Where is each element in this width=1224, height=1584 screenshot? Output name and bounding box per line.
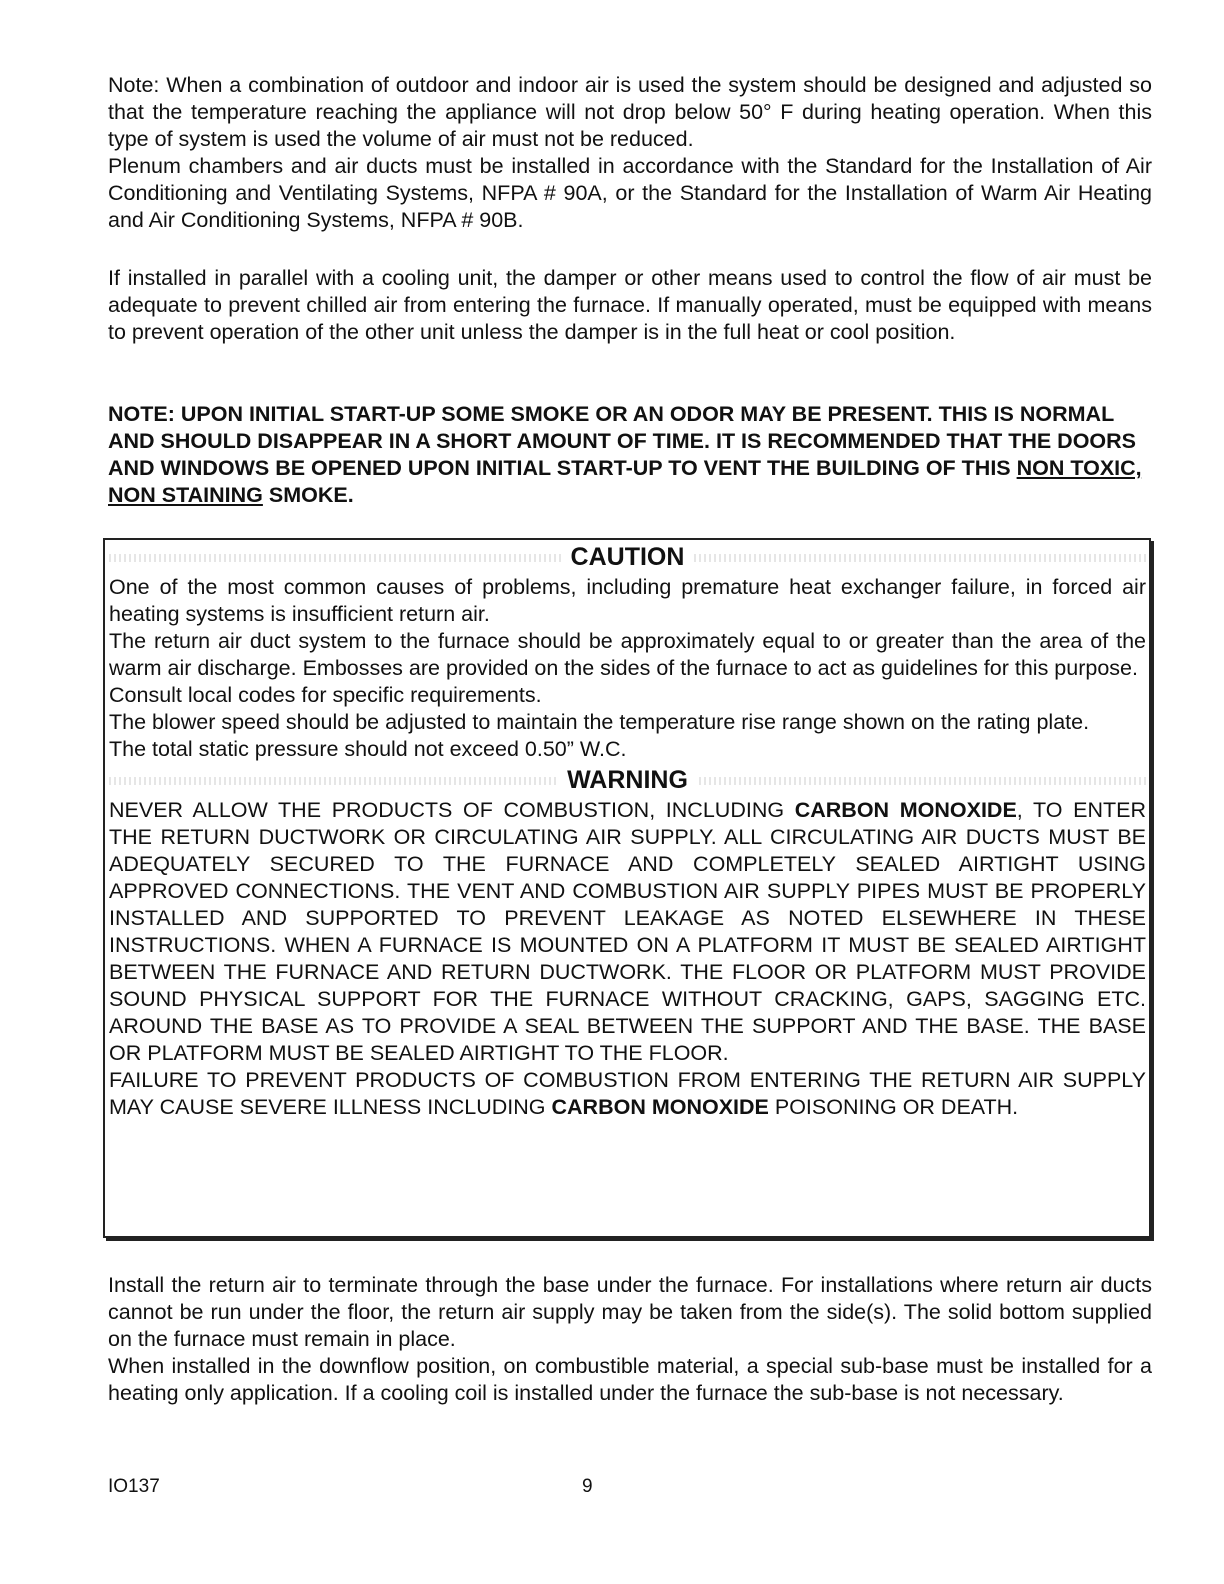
caution-warning-box — [103, 538, 1151, 1238]
outdoor-air-note: Note: When a combination of outdoor and indoor air is used the system should be designed and adjusted so that the temperature reaching the appliance will not drop below 50° F during heating operation. When this type of system is used the volume of air must not be reduced. — [108, 73, 1152, 151]
warning-heading — [109, 763, 1146, 797]
warning-paragraph — [109, 1067, 1146, 1121]
warning-text: POISONING OR DEATH. — [768, 1095, 1019, 1119]
intro-section — [108, 72, 1152, 234]
parallel-cooling-paragraph: If installed in parallel with a cooling unit, the damper or other means used to control the flow of air must be adequate to prevent chilled air from entering the furnace. If manually operated, must be equipped with means to prevent operation of the other unit unless the damper is in the full heat or cool position. — [108, 266, 1152, 344]
caution-heading — [109, 540, 1146, 574]
caution-paragraph: Consult local codes for specific requirements. — [109, 683, 542, 707]
warning-paragraph — [109, 797, 1146, 1067]
caution-paragraph: The return air duct system to the furnace should be approximately equal to or greater than the area of the warm air discharge. Embosses are provided on the sides of the furnace to act as guidelines for this purpose. — [109, 629, 1146, 680]
document-code: IO137 — [108, 1476, 160, 1497]
caution-paragraph: The total static pressure should not exceed 0.50” W.C. — [109, 737, 627, 761]
warning-text: , TO ENTER THE RETURN DUCTWORK OR CIRCULATING AIR SUPPLY. ALL CIRCULATING AIR DUCTS MUST BE ADEQUATELY SECURED TO THE FURNACE AND COMPLETELY SEALED AIRTIGHT USING APPROVED CONNECTIONS. THE VENT AND COMBUSTION AIR SUPPLY PIPES MUST BE PROPERLY INSTALLED AND SUPPORTED TO PREVENT LEAKAGE AS NOTED ELSEWHERE IN THESE INSTRUCTIONS. WHEN A FURNACE IS MOUNTED ON A PLATFORM IT MUST BE SEALED AIRTIGHT BETWEEN THE FURNACE AND RETURN DUCTWORK. THE FLOOR OR PLATFORM MUST PROVIDE SOUND PHYSICAL SUPPORT FOR THE FURNACE WITHOUT CRACKING, GAPS, SAGGING ETC. AROUND THE BASE AS TO PROVIDE A SEAL BETWEEN THE SUPPORT AND THE BASE. THE BASE OR PLATFORM MUST BE SEALED AIRTIGHT TO THE FLOOR. — [109, 798, 1146, 1065]
plenum-paragraph: Plenum chambers and air ducts must be installed in accordance with the Standard for the Installation of Air Conditioning and Ventilating Systems, NFPA # 90A, or the Standard for the Installation of Warm Air Heating and Air Conditioning Systems, NFPA # 90B. — [108, 154, 1152, 232]
warning-heading-text: WARNING — [559, 766, 696, 794]
warning-body — [109, 797, 1146, 1121]
warning-text: FAILURE TO PREVENT PRODUCTS OF COMBUSTION FROM ENTERING THE RETURN AIR SUPPLY MAY CAUSE SEVERE ILLNESS INCLUDING — [109, 1068, 1146, 1119]
warning-emphasis: CARBON MONOXIDE — [794, 798, 1017, 822]
caution-paragraph: The blower speed should be adjusted to maintain the temperature rise range shown on the rating plate. — [109, 710, 1090, 734]
page-number: 9 — [582, 1476, 593, 1497]
smoke-note-text: NOTE: UPON INITIAL START-UP SOME SMOKE OR AN ODOR MAY BE PRESENT. THIS IS NORMAL AND SHOULD DISAPPEAR IN A SHORT AMOUNT OF TIME. IT IS RECOMMENDED THAT THE DOORS AND WINDOWS BE OPENED UPON INITIAL START-UP TO VENT THE BUILDING OF THIS — [108, 402, 1137, 480]
caution-heading-text: CAUTION — [563, 543, 693, 571]
smoke-note — [108, 401, 1152, 509]
parallel-cooling-section — [108, 265, 1152, 346]
smoke-note-end: SMOKE. — [262, 483, 354, 507]
return-air-section — [108, 1272, 1152, 1407]
return-air-paragraph: Install the return air to terminate through the base under the furnace. For installations where return air ducts cannot be run under the floor, the return air supply may be taken from the side(s). The solid bottom supplied on the furnace must remain in place. — [108, 1273, 1152, 1351]
downflow-paragraph: When installed in the downflow position, on combustible material, a special sub-base must be installed for a heating only application. If a cooling coil is installed under the furnace the sub-base is not necessary. — [108, 1354, 1152, 1405]
caution-paragraph: One of the most common causes of problems, including premature heat exchanger failure, in forced air heating systems is insufficient return air. — [109, 575, 1146, 626]
warning-text: NEVER ALLOW THE PRODUCTS OF COMBUSTION, INCLUDING — [109, 798, 795, 822]
warning-emphasis: CARBON MONOXIDE — [551, 1095, 769, 1119]
smoke-note-underlined: NON TOXIC, NON STAINING — [108, 456, 1142, 507]
caution-body — [109, 574, 1146, 763]
